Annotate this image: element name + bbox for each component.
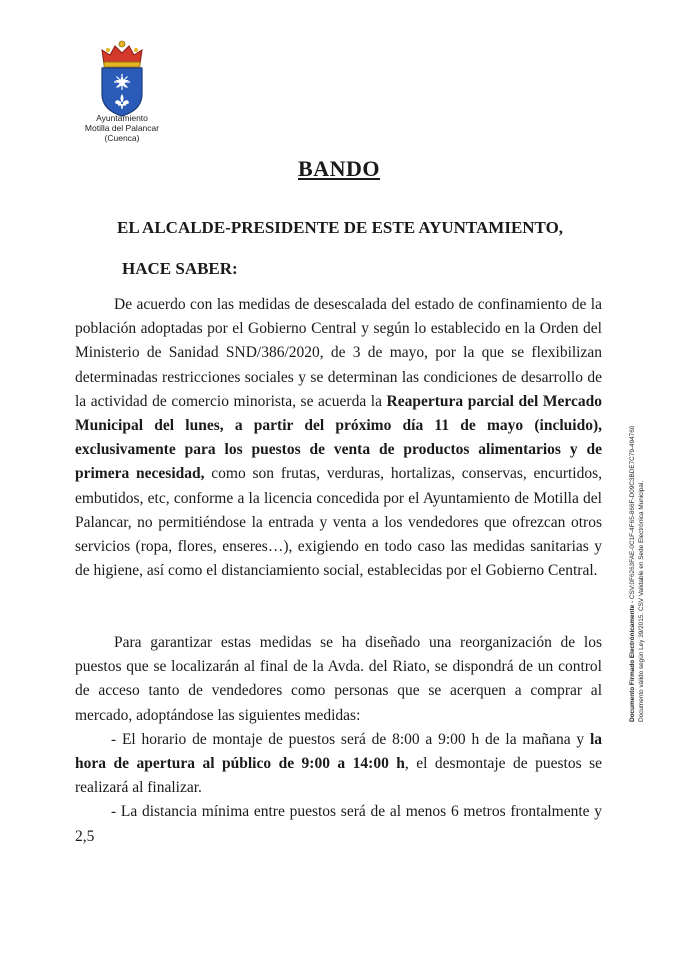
document-subtitle: EL ALCALDE-PRESIDENTE DE ESTE AYUNTAMIENTO, [117,218,564,237]
paragraph-2-text: Para garantizar estas medidas se ha diseñado una reorganización de los puestos que se localizarán al final de la Avda. del Riato, se dispondrá de un control de acceso tanto de vendedores como personas que se acerquen a comprar al mercado, adoptándose las siguientes medidas: [75,634,602,724]
signature-line-1-rest: - CSV:0F6263FAE-0C1F-4F65-866F-D09C3BDE7C79-494760 [629,425,636,605]
document-title: BANDO [298,156,380,181]
paragraph-1-text-a: De acuerdo con las medidas de desescalada del estado de confinamiento de la población adoptadas por el Gobierno Central y según lo establecido en la Orden del Ministerio de Sanidad SND/386/2020, de 3 de mayo, por la que se flexibilizan determinadas restricciones sociales y se determinan las condiciones de desarrollo de la actividad de comercio minorista, se acuerda la [75,296,602,410]
list-item-1-text-a: - El horario de montaje de puestos será de 8:00 a 9:00 h de la mañana y [111,730,590,748]
signature-line-1-bold: Documento Firmado Electrónicamente [629,604,636,722]
hace-saber-heading: HACE SABER: [122,259,238,278]
caption-line-3: (Cuenca) [104,133,140,143]
signature-line-1 [629,390,638,722]
signature-line-2: Documento válido según Ley 39/2015. CSV Validable en Sede Electrónica Municipal. [637,480,645,722]
municipality-caption [64,113,180,143]
paragraph-2-block [75,631,602,849]
list-item-2: - La distancia mínima entre puestos será de al menos 6 metros frontalmente y 2,5 [75,803,602,845]
list-item-1-text-c: , el desmontaje de puestos se realizará al finalizar. [75,755,602,797]
coat-of-arms-icon [96,38,148,118]
paragraph-1 [75,293,602,583]
electronic-signature-note [629,390,657,722]
paragraph-1-bold: Reapertura parcial del Mercado Municipal del lunes, a partir del próximo día 11 de mayo (incluido), exclusivamente para los puestos de venta de productos alimentarios y de primera necesidad, [75,392,602,483]
paragraph-2 [75,631,602,728]
list-item-1 [75,728,602,801]
list-item-1-bold: la hora de apertura al público de 9:00 a 14:00 h [75,730,602,773]
caption-line-2: Motilla del Palancar [84,123,160,133]
caption-line-1: Ayuntamiento [96,113,148,123]
paragraph-1-text-c: como son frutas, verduras, hortalizas, conservas, encurtidos, embutidos, etc, conforme a la licencia concedida por el Ayuntamiento de Motilla del Palancar, no permitiéndose la entrada y venta a los vendedores que ofrezcan otros servicios (ropa, flores, enseres…), exigiendo en todo caso las medidas sanitarias y de higiene, así como el distanciamiento social, establecidas por el Gobierno Central. [75,465,602,580]
